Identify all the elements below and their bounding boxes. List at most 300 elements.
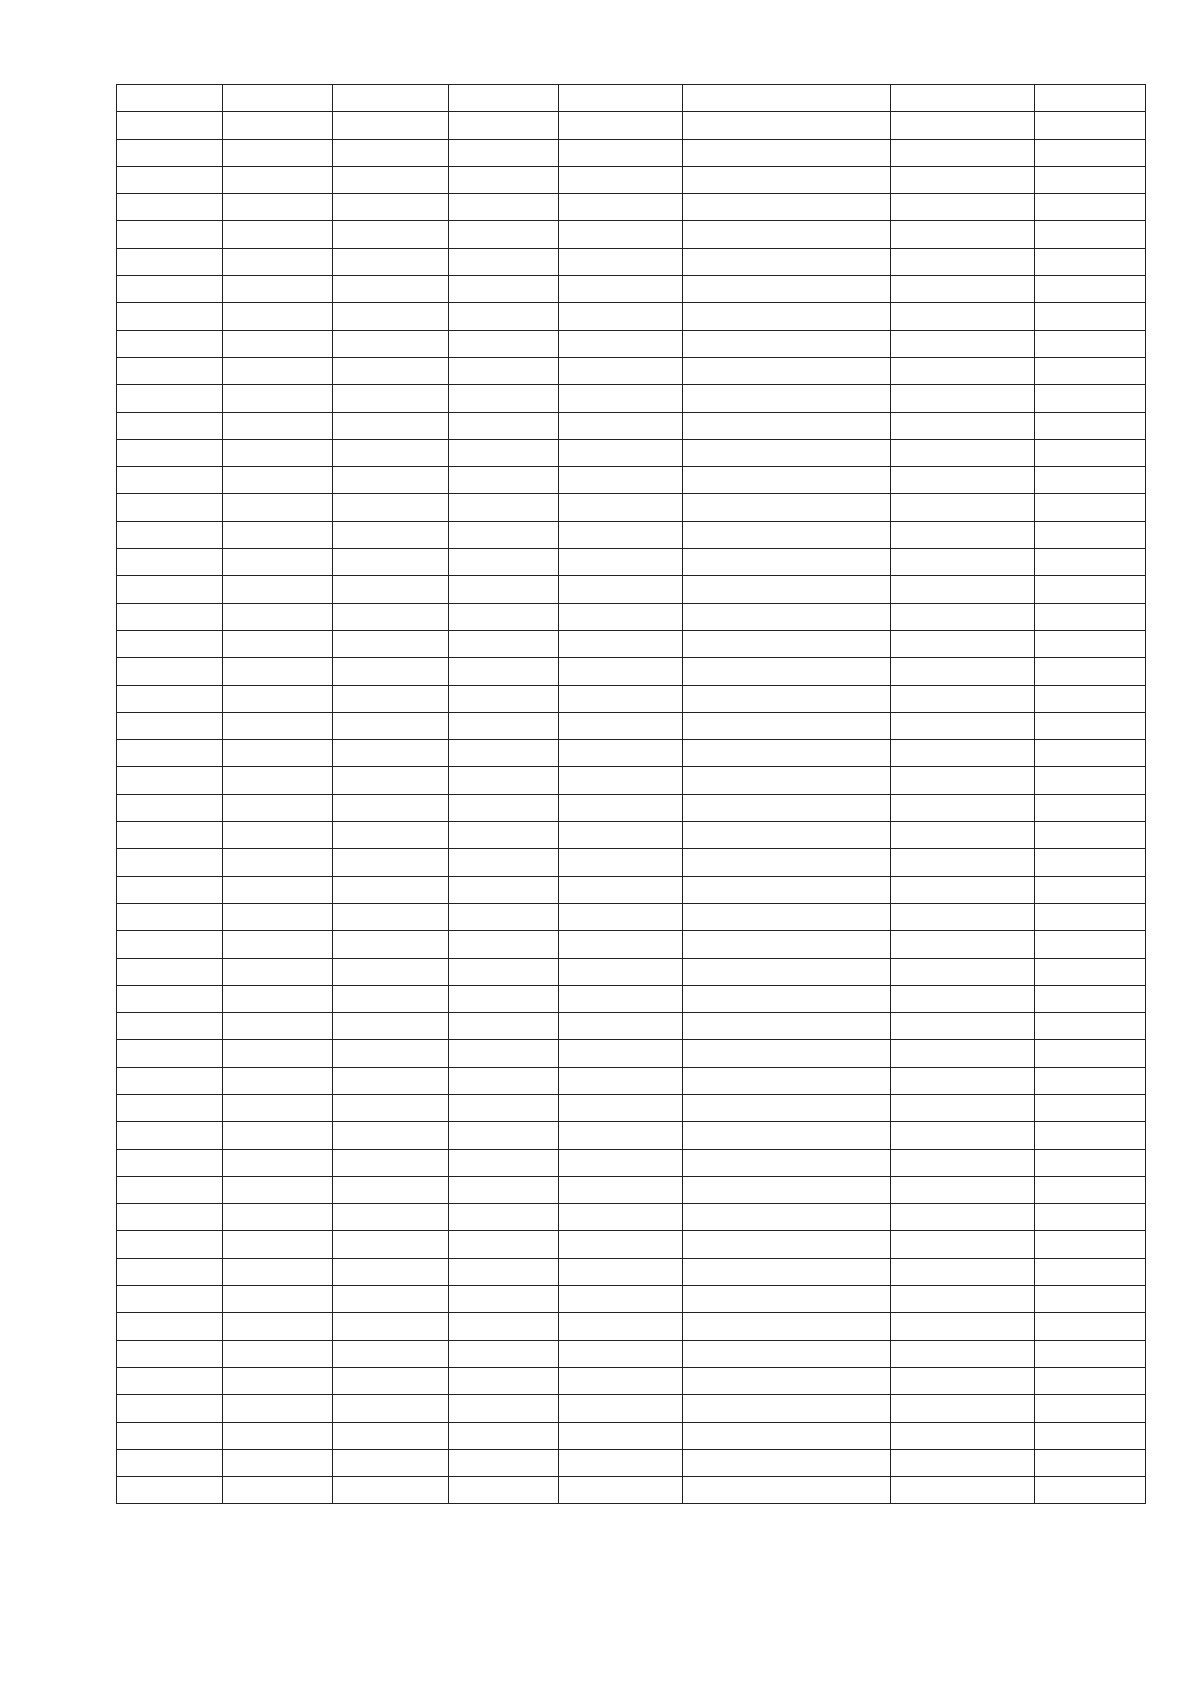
column-5-cell xyxy=(559,357,683,384)
point-number-cell xyxy=(117,166,223,193)
accuracy-cell xyxy=(891,139,1035,166)
column-4-cell xyxy=(449,494,559,521)
column-8-cell xyxy=(1035,849,1146,876)
column-8-cell xyxy=(1035,139,1146,166)
method-cell xyxy=(683,276,891,303)
y-coordinate-cell xyxy=(333,521,449,548)
table-row xyxy=(117,467,1146,494)
method-cell xyxy=(683,357,891,384)
x-coordinate-cell xyxy=(223,521,333,548)
column-4-cell xyxy=(449,876,559,903)
y-coordinate-cell xyxy=(333,1122,449,1149)
accuracy-cell xyxy=(891,1231,1035,1258)
table-row xyxy=(117,822,1146,849)
column-5-cell xyxy=(559,931,683,958)
column-8-cell xyxy=(1035,494,1146,521)
point-number-cell xyxy=(117,357,223,384)
y-coordinate-cell xyxy=(333,194,449,221)
column-5-cell xyxy=(559,385,683,412)
point-number-cell xyxy=(117,1258,223,1285)
point-number-cell xyxy=(117,1422,223,1449)
header-cell-column-4 xyxy=(449,85,559,112)
x-coordinate-cell xyxy=(223,439,333,466)
column-4-cell xyxy=(449,166,559,193)
method-cell xyxy=(683,958,891,985)
column-4-cell xyxy=(449,1040,559,1067)
column-8-cell xyxy=(1035,194,1146,221)
column-4-cell xyxy=(449,1340,559,1367)
point-number-cell xyxy=(117,1149,223,1176)
accuracy-cell xyxy=(891,1395,1035,1422)
accuracy-cell xyxy=(891,1286,1035,1313)
method-cell xyxy=(683,385,891,412)
y-coordinate-cell xyxy=(333,740,449,767)
x-coordinate-cell xyxy=(223,1367,333,1394)
column-8-cell xyxy=(1035,603,1146,630)
method-cell xyxy=(683,903,891,930)
column-8-cell xyxy=(1035,303,1146,330)
y-coordinate-cell xyxy=(333,876,449,903)
method-cell xyxy=(683,1204,891,1231)
table-row xyxy=(117,1040,1146,1067)
point-number-cell xyxy=(117,740,223,767)
method-cell xyxy=(683,1067,891,1094)
x-coordinate-cell xyxy=(223,1395,333,1422)
accuracy-cell xyxy=(891,658,1035,685)
y-coordinate-cell xyxy=(333,112,449,139)
column-8-cell xyxy=(1035,1094,1146,1121)
y-coordinate-cell xyxy=(333,549,449,576)
x-coordinate-cell xyxy=(223,412,333,439)
table-row xyxy=(117,1258,1146,1285)
column-4-cell xyxy=(449,330,559,357)
point-number-cell xyxy=(117,767,223,794)
column-5-cell xyxy=(559,1122,683,1149)
method-cell xyxy=(683,549,891,576)
point-number-cell xyxy=(117,958,223,985)
column-8-cell xyxy=(1035,903,1146,930)
accuracy-cell xyxy=(891,767,1035,794)
method-cell xyxy=(683,931,891,958)
column-8-cell xyxy=(1035,1040,1146,1067)
method-cell xyxy=(683,849,891,876)
y-coordinate-cell xyxy=(333,767,449,794)
column-4-cell xyxy=(449,276,559,303)
method-cell xyxy=(683,1231,891,1258)
method-cell xyxy=(683,1094,891,1121)
table-row xyxy=(117,1286,1146,1313)
column-8-cell xyxy=(1035,822,1146,849)
y-coordinate-cell xyxy=(333,139,449,166)
accuracy-cell xyxy=(891,903,1035,930)
table-row xyxy=(117,166,1146,193)
column-4-cell xyxy=(449,658,559,685)
column-8-cell xyxy=(1035,1067,1146,1094)
column-4-cell xyxy=(449,1204,559,1231)
table-row xyxy=(117,112,1146,139)
accuracy-cell xyxy=(891,467,1035,494)
table-row xyxy=(117,849,1146,876)
accuracy-cell xyxy=(891,958,1035,985)
y-coordinate-cell xyxy=(333,1395,449,1422)
point-number-cell xyxy=(117,1340,223,1367)
column-5-cell xyxy=(559,112,683,139)
point-number-cell xyxy=(117,1013,223,1040)
table-row xyxy=(117,248,1146,275)
y-coordinate-cell xyxy=(333,685,449,712)
point-number-cell xyxy=(117,576,223,603)
column-5-cell xyxy=(559,1367,683,1394)
column-8-cell xyxy=(1035,576,1146,603)
column-8-cell xyxy=(1035,1313,1146,1340)
column-5-cell xyxy=(559,303,683,330)
method-cell xyxy=(683,194,891,221)
column-5-cell xyxy=(559,985,683,1012)
column-8-cell xyxy=(1035,248,1146,275)
method-cell xyxy=(683,521,891,548)
y-coordinate-cell xyxy=(333,166,449,193)
column-4-cell xyxy=(449,194,559,221)
table-row xyxy=(117,876,1146,903)
column-8-cell xyxy=(1035,658,1146,685)
x-coordinate-cell xyxy=(223,467,333,494)
y-coordinate-cell xyxy=(333,303,449,330)
column-8-cell xyxy=(1035,1395,1146,1422)
x-coordinate-cell xyxy=(223,931,333,958)
method-cell xyxy=(683,439,891,466)
method-cell xyxy=(683,1040,891,1067)
x-coordinate-cell xyxy=(223,1067,333,1094)
point-number-cell xyxy=(117,194,223,221)
x-coordinate-cell xyxy=(223,1094,333,1121)
table-row xyxy=(117,1094,1146,1121)
x-coordinate-cell xyxy=(223,1231,333,1258)
column-8-cell xyxy=(1035,685,1146,712)
accuracy-cell xyxy=(891,1094,1035,1121)
y-coordinate-cell xyxy=(333,985,449,1012)
point-number-cell xyxy=(117,1449,223,1476)
accuracy-cell xyxy=(891,740,1035,767)
column-5-cell xyxy=(559,740,683,767)
table-row xyxy=(117,357,1146,384)
table-row xyxy=(117,439,1146,466)
point-number-cell xyxy=(117,903,223,930)
point-number-cell xyxy=(117,221,223,248)
y-coordinate-cell xyxy=(333,412,449,439)
column-4-cell xyxy=(449,1067,559,1094)
column-4-cell xyxy=(449,822,559,849)
x-coordinate-cell xyxy=(223,166,333,193)
accuracy-cell xyxy=(891,931,1035,958)
table-row xyxy=(117,712,1146,739)
method-cell xyxy=(683,1313,891,1340)
header-cell-column-5 xyxy=(559,85,683,112)
point-number-cell xyxy=(117,985,223,1012)
table-row xyxy=(117,221,1146,248)
point-number-cell xyxy=(117,467,223,494)
table-row xyxy=(117,1367,1146,1394)
y-coordinate-cell xyxy=(333,931,449,958)
x-coordinate-cell xyxy=(223,712,333,739)
point-number-cell xyxy=(117,139,223,166)
header-cell-accuracy xyxy=(891,85,1035,112)
column-5-cell xyxy=(559,494,683,521)
point-number-cell xyxy=(117,303,223,330)
method-cell xyxy=(683,1340,891,1367)
column-4-cell xyxy=(449,357,559,384)
column-8-cell xyxy=(1035,330,1146,357)
point-number-cell xyxy=(117,685,223,712)
column-8-cell xyxy=(1035,357,1146,384)
point-number-cell xyxy=(117,794,223,821)
column-4-cell xyxy=(449,1231,559,1258)
x-coordinate-cell xyxy=(223,549,333,576)
y-coordinate-cell xyxy=(333,1477,449,1504)
column-4-cell xyxy=(449,712,559,739)
column-8-cell xyxy=(1035,1477,1146,1504)
column-4-cell xyxy=(449,467,559,494)
accuracy-cell xyxy=(891,330,1035,357)
column-8-cell xyxy=(1035,876,1146,903)
y-coordinate-cell xyxy=(333,494,449,521)
y-coordinate-cell xyxy=(333,1094,449,1121)
accuracy-cell xyxy=(891,221,1035,248)
y-coordinate-cell xyxy=(333,1204,449,1231)
column-4-cell xyxy=(449,1176,559,1203)
y-coordinate-cell xyxy=(333,467,449,494)
method-cell xyxy=(683,494,891,521)
table-row xyxy=(117,576,1146,603)
column-5-cell xyxy=(559,1013,683,1040)
column-4-cell xyxy=(449,603,559,630)
accuracy-cell xyxy=(891,1313,1035,1340)
accuracy-cell xyxy=(891,685,1035,712)
column-5-cell xyxy=(559,330,683,357)
method-cell xyxy=(683,330,891,357)
column-5-cell xyxy=(559,467,683,494)
table-row xyxy=(117,194,1146,221)
point-number-cell xyxy=(117,494,223,521)
x-coordinate-cell xyxy=(223,330,333,357)
accuracy-cell xyxy=(891,1122,1035,1149)
point-number-cell xyxy=(117,630,223,657)
y-coordinate-cell xyxy=(333,958,449,985)
column-4-cell xyxy=(449,849,559,876)
table-row xyxy=(117,1449,1146,1476)
header-cell-point-number xyxy=(117,85,223,112)
column-5-cell xyxy=(559,1395,683,1422)
column-8-cell xyxy=(1035,1340,1146,1367)
header-cell-y-coordinate xyxy=(333,85,449,112)
column-4-cell xyxy=(449,412,559,439)
method-cell xyxy=(683,767,891,794)
y-coordinate-cell xyxy=(333,712,449,739)
table-row xyxy=(117,985,1146,1012)
method-cell xyxy=(683,603,891,630)
y-coordinate-cell xyxy=(333,658,449,685)
x-coordinate-cell xyxy=(223,1258,333,1285)
column-4-cell xyxy=(449,1286,559,1313)
accuracy-cell xyxy=(891,1340,1035,1367)
point-number-cell xyxy=(117,1231,223,1258)
column-4-cell xyxy=(449,576,559,603)
point-number-cell xyxy=(117,112,223,139)
column-4-cell xyxy=(449,985,559,1012)
accuracy-cell xyxy=(891,849,1035,876)
column-4-cell xyxy=(449,549,559,576)
method-cell xyxy=(683,166,891,193)
x-coordinate-cell xyxy=(223,248,333,275)
table-row xyxy=(117,494,1146,521)
table-row xyxy=(117,1122,1146,1149)
accuracy-cell xyxy=(891,1176,1035,1203)
table-row xyxy=(117,549,1146,576)
method-cell xyxy=(683,794,891,821)
column-5-cell xyxy=(559,412,683,439)
x-coordinate-cell xyxy=(223,903,333,930)
method-cell xyxy=(683,658,891,685)
x-coordinate-cell xyxy=(223,767,333,794)
column-5-cell xyxy=(559,630,683,657)
column-5-cell xyxy=(559,1204,683,1231)
method-cell xyxy=(683,1258,891,1285)
method-cell xyxy=(683,412,891,439)
x-coordinate-cell xyxy=(223,1122,333,1149)
x-coordinate-cell xyxy=(223,740,333,767)
column-4-cell xyxy=(449,767,559,794)
accuracy-cell xyxy=(891,822,1035,849)
table-row xyxy=(117,1067,1146,1094)
accuracy-cell xyxy=(891,357,1035,384)
x-coordinate-cell xyxy=(223,112,333,139)
column-8-cell xyxy=(1035,740,1146,767)
y-coordinate-cell xyxy=(333,330,449,357)
column-8-cell xyxy=(1035,467,1146,494)
point-number-cell xyxy=(117,1067,223,1094)
column-8-cell xyxy=(1035,112,1146,139)
y-coordinate-cell xyxy=(333,1340,449,1367)
method-cell xyxy=(683,822,891,849)
point-number-cell xyxy=(117,330,223,357)
method-cell xyxy=(683,1149,891,1176)
point-number-cell xyxy=(117,521,223,548)
column-4-cell xyxy=(449,1422,559,1449)
column-8-cell xyxy=(1035,521,1146,548)
table-row xyxy=(117,794,1146,821)
column-8-cell xyxy=(1035,712,1146,739)
table-row xyxy=(117,630,1146,657)
column-5-cell xyxy=(559,166,683,193)
point-number-cell xyxy=(117,1395,223,1422)
y-coordinate-cell xyxy=(333,849,449,876)
x-coordinate-cell xyxy=(223,876,333,903)
method-cell xyxy=(683,1449,891,1476)
point-number-cell xyxy=(117,248,223,275)
x-coordinate-cell xyxy=(223,1340,333,1367)
column-5-cell xyxy=(559,1340,683,1367)
column-5-cell xyxy=(559,794,683,821)
column-5-cell xyxy=(559,1067,683,1094)
x-coordinate-cell xyxy=(223,385,333,412)
x-coordinate-cell xyxy=(223,1176,333,1203)
column-8-cell xyxy=(1035,1286,1146,1313)
column-8-cell xyxy=(1035,1204,1146,1231)
y-coordinate-cell xyxy=(333,1067,449,1094)
column-8-cell xyxy=(1035,1231,1146,1258)
column-4-cell xyxy=(449,1094,559,1121)
accuracy-cell xyxy=(891,248,1035,275)
y-coordinate-cell xyxy=(333,357,449,384)
table-row xyxy=(117,1340,1146,1367)
method-cell xyxy=(683,630,891,657)
table-row xyxy=(117,1313,1146,1340)
y-coordinate-cell xyxy=(333,1258,449,1285)
y-coordinate-cell xyxy=(333,276,449,303)
method-cell xyxy=(683,576,891,603)
header-row xyxy=(117,85,1146,112)
point-number-cell xyxy=(117,658,223,685)
column-5-cell xyxy=(559,194,683,221)
table-row xyxy=(117,1231,1146,1258)
y-coordinate-cell xyxy=(333,248,449,275)
point-number-cell xyxy=(117,822,223,849)
column-8-cell xyxy=(1035,412,1146,439)
column-5-cell xyxy=(559,958,683,985)
table-row xyxy=(117,521,1146,548)
column-8-cell xyxy=(1035,1449,1146,1476)
column-5-cell xyxy=(559,1258,683,1285)
column-5-cell xyxy=(559,221,683,248)
accuracy-cell xyxy=(891,521,1035,548)
accuracy-cell xyxy=(891,630,1035,657)
x-coordinate-cell xyxy=(223,822,333,849)
point-number-cell xyxy=(117,1122,223,1149)
column-5-cell xyxy=(559,658,683,685)
y-coordinate-cell xyxy=(333,1286,449,1313)
table-row xyxy=(117,603,1146,630)
x-coordinate-cell xyxy=(223,794,333,821)
column-4-cell xyxy=(449,385,559,412)
point-number-cell xyxy=(117,412,223,439)
column-5-cell xyxy=(559,1286,683,1313)
point-number-cell xyxy=(117,1204,223,1231)
column-8-cell xyxy=(1035,1149,1146,1176)
y-coordinate-cell xyxy=(333,1449,449,1476)
accuracy-cell xyxy=(891,1449,1035,1476)
point-number-cell xyxy=(117,1477,223,1504)
column-4-cell xyxy=(449,1367,559,1394)
column-4-cell xyxy=(449,303,559,330)
x-coordinate-cell xyxy=(223,276,333,303)
point-number-cell xyxy=(117,1313,223,1340)
column-4-cell xyxy=(449,630,559,657)
accuracy-cell xyxy=(891,1258,1035,1285)
column-8-cell xyxy=(1035,1422,1146,1449)
column-5-cell xyxy=(559,1422,683,1449)
point-number-cell xyxy=(117,1094,223,1121)
column-4-cell xyxy=(449,1149,559,1176)
header-cell-column-8 xyxy=(1035,85,1146,112)
column-8-cell xyxy=(1035,1367,1146,1394)
header-cell-method xyxy=(683,85,891,112)
accuracy-cell xyxy=(891,303,1035,330)
point-number-cell xyxy=(117,876,223,903)
table-row xyxy=(117,658,1146,685)
method-cell xyxy=(683,740,891,767)
column-8-cell xyxy=(1035,385,1146,412)
x-coordinate-cell xyxy=(223,1477,333,1504)
column-4-cell xyxy=(449,1449,559,1476)
